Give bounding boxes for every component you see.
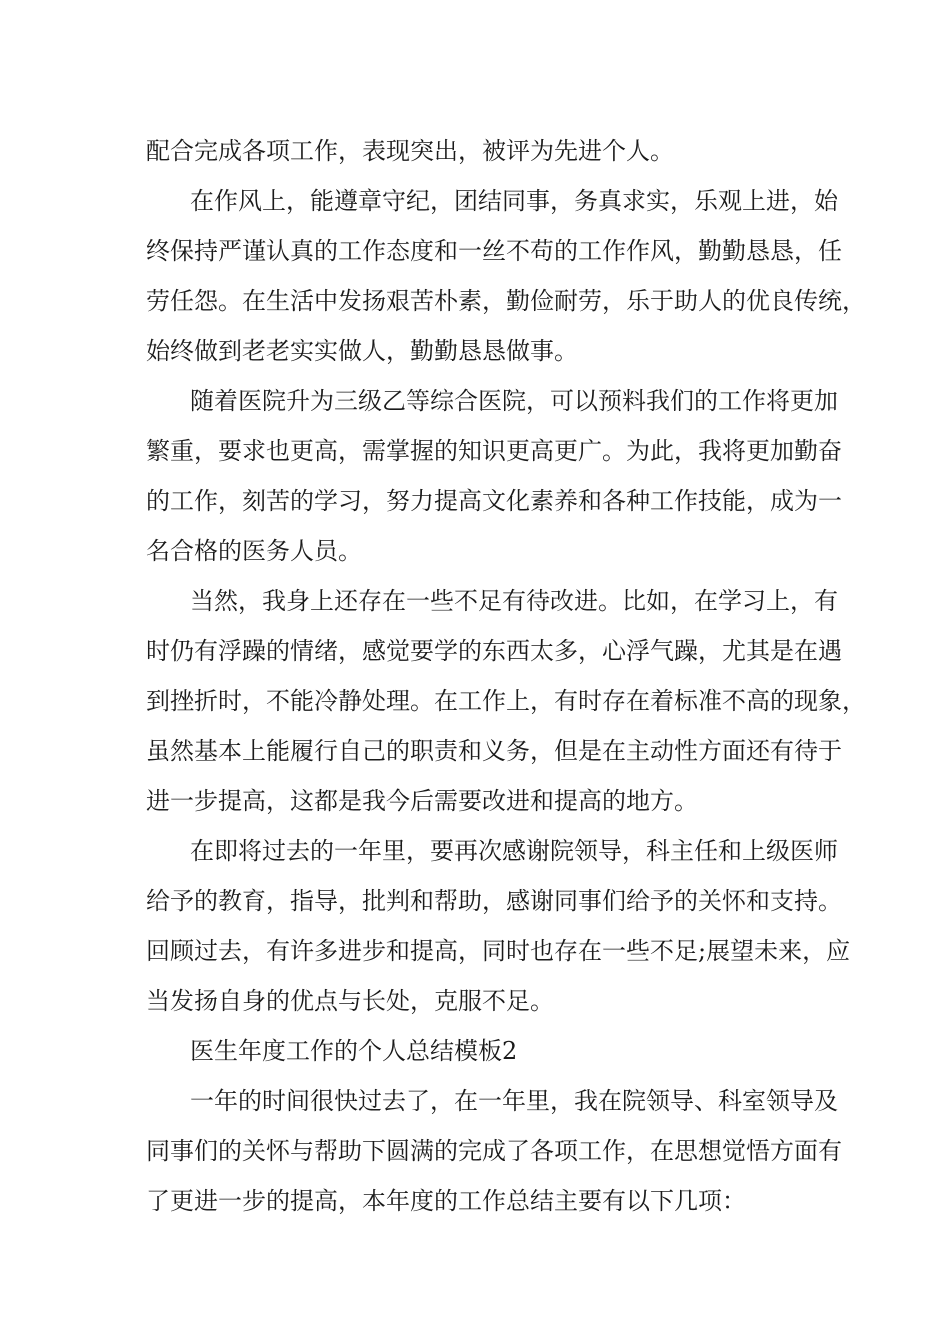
text-line: 始终做到老老实实做人，勤勤恳恳做事。 xyxy=(146,337,578,365)
text-line: 当然，我身上还存在一些不足有待改进。比如，在学习上，有 xyxy=(190,587,838,615)
text-line: 同事们的关怀与帮助下圆满的完成了各项工作，在思想觉悟方面有 xyxy=(146,1137,842,1165)
text-line: 繁重，要求也更高，需掌握的知识更高更广。为此，我将更加勤奋 xyxy=(146,437,842,465)
section-heading: 医生年度工作的个人总结模板2 xyxy=(190,1037,518,1065)
text-line: 终保持严谨认真的工作态度和一丝不苟的工作作风，勤勤恳恳，任 xyxy=(146,237,842,265)
text-line: 时仍有浮躁的情绪，感觉要学的东西太多，心浮气躁，尤其是在遇 xyxy=(146,637,842,665)
text-line: 名合格的医务人员。 xyxy=(146,537,362,565)
text-line: 在作风上，能遵章守纪，团结同事，务真求实，乐观上进，始 xyxy=(190,187,838,215)
text-line: 给予的教育，指导，批判和帮助，感谢同事们给予的关怀和支持。 xyxy=(146,887,842,915)
text-line: 回顾过去，有许多进步和提高，同时也存在一些不足;展望未来，应 xyxy=(146,937,851,965)
text-line: 一年的时间很快过去了，在一年里，我在院领导、科室领导及 xyxy=(190,1087,838,1115)
text-line: 劳任怨。在生活中发扬艰苦朴素，勤俭耐劳，乐于助人的优良传统， xyxy=(146,287,866,315)
text-line: 虽然基本上能履行自己的职责和义务，但是在主动性方面还有待于 xyxy=(146,737,842,765)
text-line: 了更进一步的提高，本年度的工作总结主要有以下几项： xyxy=(146,1187,746,1215)
text-line: 随着医院升为三级乙等综合医院，可以预料我们的工作将更加 xyxy=(190,387,838,415)
text-line: 配合完成各项工作，表现突出，被评为先进个人。 xyxy=(146,137,674,165)
text-line: 在即将过去的一年里，要再次感谢院领导，科主任和上级医师 xyxy=(190,837,838,865)
text-line: 的工作，刻苦的学习，努力提高文化素养和各种工作技能，成为一 xyxy=(146,487,842,515)
text-line: 进一步提高，这都是我今后需要改进和提高的地方。 xyxy=(146,787,698,815)
text-line: 到挫折时，不能冷静处理。在工作上，有时存在着标准不高的现象， xyxy=(146,687,866,715)
text-line: 当发扬自身的优点与长处，克服不足。 xyxy=(146,987,554,1015)
